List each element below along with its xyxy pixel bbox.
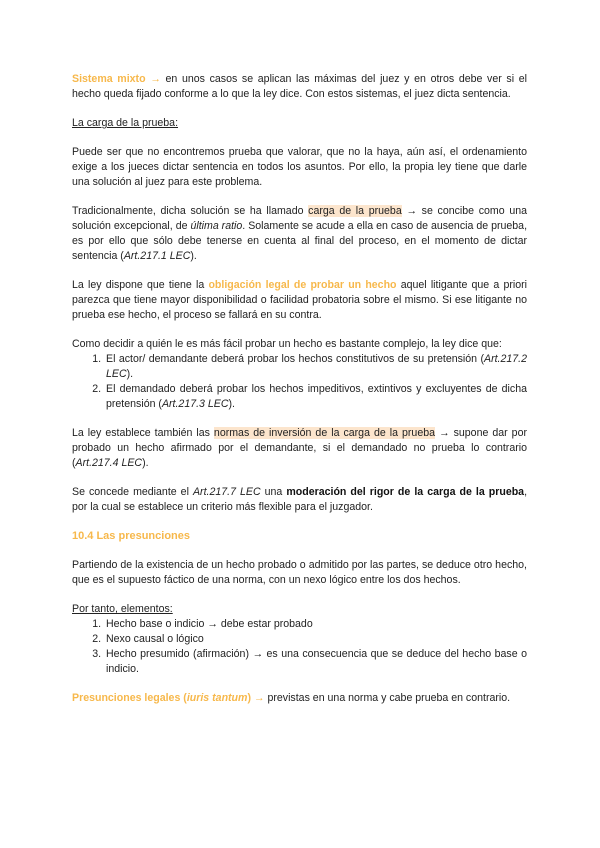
section-title-presunciones: 10.4 Las presunciones [72,530,190,542]
list-item: 2. Nexo causal o lógico [104,632,527,647]
paragraph-obligacion-legal: La ley dispone que tiene la obligación legal de probar un hecho aquel litigante que a priori parezca que tiene mayor disponibilidad o facilidad probatoria sobre el mismo. Si ese litigante no prueba ese hecho, el proceso se fallará en su contra. [72,279,527,321]
list-item: 2. El demandado deberá probar los hechos impeditivos, extintivos y excluyentes de dicha pretensión (Art.217.3 LEC). [104,382,527,412]
paragraph-carga-intro: Puede ser que no encontremos prueba que valorar, que no la haya, aún así, el ordenamiento exige a los jueces dictar sentencia en todos los asuntos. Por ello, la propia ley tiene que darle una solución al juez para este problema. [72,146,527,188]
reference-art: Art.217.7 LEC [192,486,261,498]
term-presunciones-legales: Presunciones legales (iuris tantum) → [72,692,265,704]
paragraph-presunciones-legales: Presunciones legales (iuris tantum) → previstas en una norma y cabe prueba en contrario. [72,692,511,704]
term-sistema-mixto: Sistema mixto → [72,73,161,85]
paragraph-presunciones-def: Partiendo de la existencia de un hecho probado o admitido por las partes, se deduce otro hecho, que es el supuesto fáctico de una norma, con un nexo lógico entre los dos hechos. [72,559,527,586]
paragraph-sistema-mixto: Sistema mixto → en unos casos se aplican las máximas del juez y en otros debe ver si el hecho queda fijado conforme a lo que la ley dice. Con estos sistemas, el juez dicta sentencia. [72,73,527,100]
paragraph-moderacion: Se concede mediante el Art.217.7 LEC una moderación del rigor de la carga de la prueba, por la cual se establece un criterio más flexible para el juzgador. [72,486,528,513]
list-item: 3. Hecho presumido (afirmación) → es una consecuencia que se deduce del hecho base o indicio. [104,647,527,677]
paragraph-carga-tradicional: Tradicionalmente, dicha solución se ha llamado carga de la prueba → se concibe como una solución excepcional, de última ratio. Solamente se acude a ella en caso de ausencia de prueba, es por ello que sólo debe tenerse en cuenta al final del proceso, en el momento de dictar sentencia (Art.217.1 LEC). [72,205,528,262]
list-item: 1. El actor/ demandante deberá probar los hechos constitutivos de su pretensión (Art.217.2 LEC). [104,352,527,382]
reference-art: Art.217.1 LEC [123,250,191,262]
paragraph-inversion: La ley establece también las normas de inversión de la carga de la prueba → supone dar por probado un hecho afirmado por el demandante, si el demandado no prueba lo contrario (Art.217.4 LEC). [72,427,527,469]
paragraph-como-decidir: Como decidir a quién le es más fácil probar un hecho es bastante complejo, la ley dice que: [72,338,502,350]
list-item: 1. Hecho base o indicio → debe estar probado [104,617,527,632]
reference-art: Art.217.2 LEC [106,353,527,380]
heading-elementos: Por tanto, elementos: [72,603,173,615]
document-content [72,72,527,706]
list-cargas [72,352,527,412]
reference-art: Art.217.4 LEC [75,457,143,469]
list-elementos [72,617,527,677]
term-obligacion-legal: obligación legal de probar un hecho [208,279,397,291]
highlight-normas-inversion: normas de inversión de la carga de la prueba [213,427,435,439]
term-moderacion: moderación del rigor de la carga de la prueba [286,486,525,498]
heading-carga-de-la-prueba: La carga de la prueba: [72,117,179,129]
reference-art: Art.217.3 LEC [161,398,229,410]
highlight-carga-de-la-prueba: carga de la prueba [308,205,402,217]
